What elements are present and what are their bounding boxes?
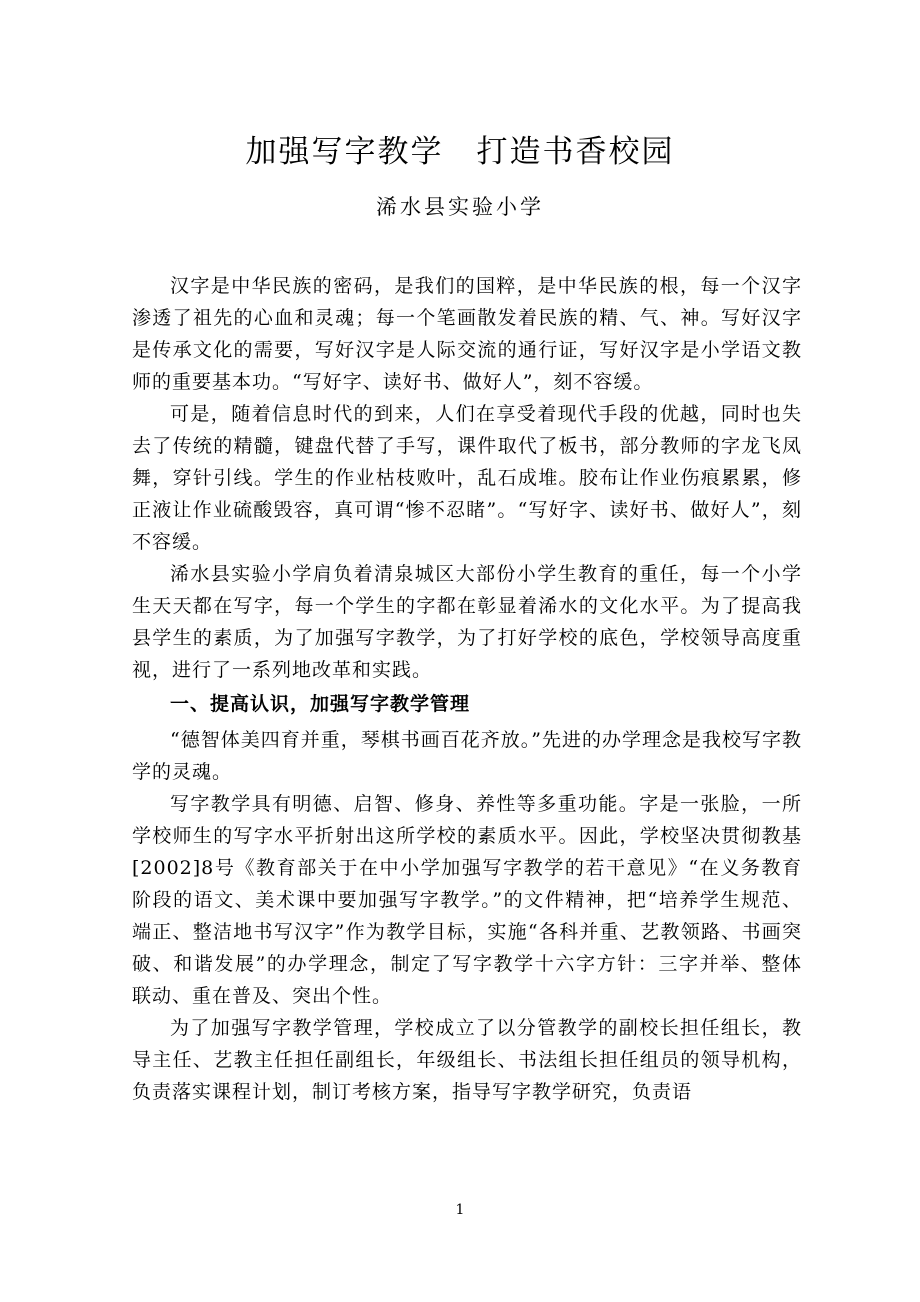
document-title: 加强写字教学 打造书香校园 <box>245 134 675 170</box>
paragraph-school: 浠水县实验小学肩负着清泉城区大部份小学生教育的重任，每一个小学生天天都在写字，每一个学生的字都在彰显着浠水的文化水平。为了提高我县学生的素质，为了加强写字教学，为了打好学校的底色，学校领导高度重视，进行了一系列地改革和实践。 <box>132 563 802 681</box>
document-author: 浠水县实验小学 <box>376 195 544 219</box>
paragraph-functions: 写字教学具有明德、启智、修身、养性等多重功能。字是一张脸，一所学校师生的写字水平折射出这所学校的素质水平。因此，学校坚决贯彻教基[2002]8号《教育部关于在中小学加强写字教学的若干意见》“在义务教育阶段的语文、美术课中要加强写字教学。”的文件精神，把“培养学生规范、端正、整洁地书写汉字”作为教学目标，实施“各科并重、艺教领路、书画突破、和谐发展”的办学理念，制定了写字教学十六字方针：三字并举、整体联动、重在普及、突出个性。 <box>132 793 802 1007</box>
paragraph-philosophy: “德智体美四育并重，琴棋书画百花齐放。”先进的办学理念是我校写字教学的灵魂。 <box>132 729 802 783</box>
paragraph-intro: 汉字是中华民族的密码，是我们的国粹，是中华民族的根，每一个汉字渗透了祖先的心血和灵魂；每一个笔画散发着民族的精、气、神。写好汉字是传承文化的需要，写好汉字是人际交流的通行证，写好汉字是小学语文教师的重要基本功。“写好字、读好书、做好人”，刻不容缓。 <box>132 275 802 393</box>
section-heading: 一、提高认识，加强写字教学管理 <box>170 693 471 715</box>
paragraph-management: 为了加强写字教学管理，学校成立了以分管教学的副校长担任组长，教导主任、艺教主任担任副组长，年级组长、书法组长担任组员的领导机构，负责落实课程计划，制订考核方案，指导写字教学研究，负责语 <box>132 1017 802 1103</box>
paragraph-problem: 可是，随着信息时代的到来，人们在享受着现代手段的优越，同时也失去了传统的精髓，键盘代替了手写，课件取代了板书，部分教师的字龙飞凤舞，穿针引线。学生的作业枯枝败叶，乱石成堆。胶布让作业伤痕累累，修正液让作业硫酸毁容，真可谓“惨不忍睹”。“写好字、读好书、做好人”，刻不容缓。 <box>132 403 802 553</box>
page-number: 1 <box>455 1202 465 1218</box>
document-body <box>132 270 802 1108</box>
